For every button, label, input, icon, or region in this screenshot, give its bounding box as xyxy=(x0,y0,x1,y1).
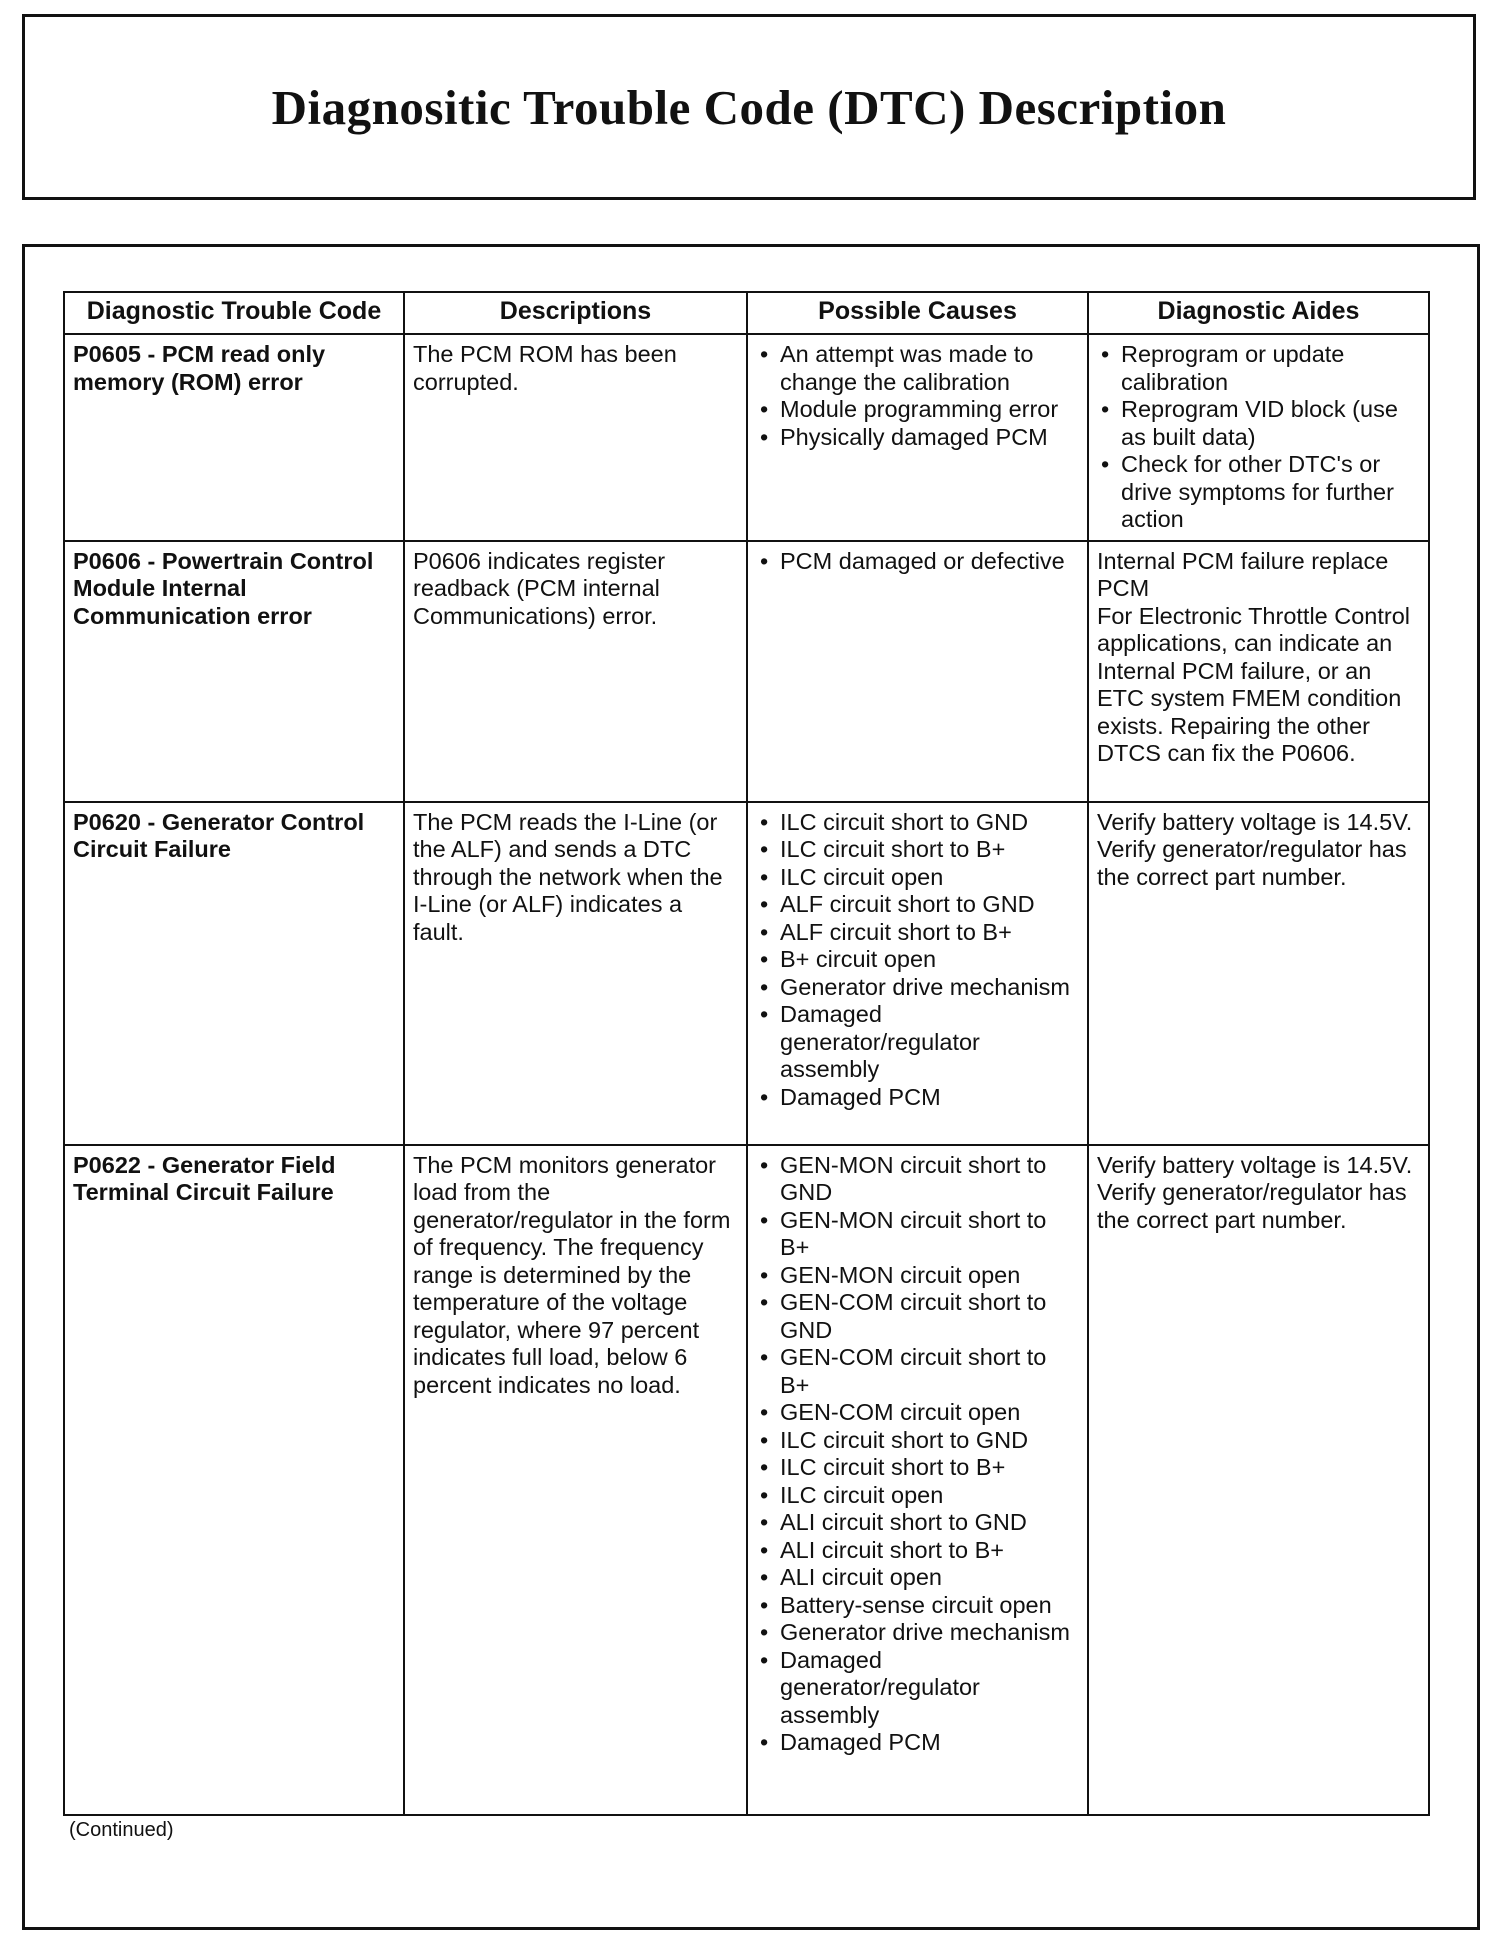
cause-item: • ILC circuit open xyxy=(756,864,1079,892)
cause-item: • Battery-sense circuit open xyxy=(756,1592,1079,1620)
aide-line: Internal PCM failure replace PCM xyxy=(1097,547,1389,601)
aide-line: Verify battery voltage is 14.5V. xyxy=(1097,1151,1413,1178)
table-row xyxy=(64,334,1429,541)
cause-item: • GEN-COM circuit open xyxy=(756,1399,1079,1427)
aide-item: • Reprogram VID block (use as built data) xyxy=(1097,396,1420,451)
causes-list xyxy=(756,341,1079,451)
aide-line: For Electronic Throttle Control applications, can indicate an Internal PCM failure, or an ETC system FMEM condition exists. Repairing the other DTCS can fix the P0606. xyxy=(1097,602,1411,766)
possible-causes-cell xyxy=(747,334,1088,541)
table-row xyxy=(64,541,1429,802)
table-row xyxy=(64,802,1429,1145)
description-cell: The PCM reads the I-Line (or the ALF) and sends a DTC through the network when the I-Line (or ALF) indicates a fault. xyxy=(404,802,747,1145)
cause-item: • GEN-MON circuit short to GND xyxy=(756,1152,1079,1207)
possible-causes-cell xyxy=(747,1145,1088,1815)
aide-line: Verify generator/regulator has the correct part number. xyxy=(1097,836,1407,890)
dtc-code-cell: P0622 - Generator Field Terminal Circuit Failure xyxy=(64,1145,404,1815)
cause-item: • B+ circuit open xyxy=(756,946,1079,974)
dtc-table xyxy=(63,291,1430,1816)
cause-item: • ALF circuit short to B+ xyxy=(756,919,1079,947)
content-frame xyxy=(22,244,1480,1930)
cause-item: • Generator drive mechanism xyxy=(756,974,1079,1002)
description-cell: The PCM ROM has been corrupted. xyxy=(404,334,747,541)
cause-item: • ILC circuit short to B+ xyxy=(756,1454,1079,1482)
cause-item: • GEN-MON circuit open xyxy=(756,1262,1079,1290)
cause-item: • Damaged generator/regulator assembly xyxy=(756,1647,1079,1730)
possible-causes-cell xyxy=(747,541,1088,802)
diagnostic-aides-cell xyxy=(1088,334,1429,541)
causes-list xyxy=(756,548,1079,576)
diagnostic-aides-cell xyxy=(1088,1145,1429,1815)
diagnostic-aides-cell xyxy=(1088,802,1429,1145)
cause-item: • Damaged generator/regulator assembly xyxy=(756,1001,1079,1084)
table-body xyxy=(64,334,1429,1815)
cause-item: • ALI circuit short to B+ xyxy=(756,1537,1079,1565)
cause-item: • An attempt was made to change the calibration xyxy=(756,341,1079,396)
header-code: Diagnostic Trouble Code xyxy=(64,292,404,334)
page-title: Diagnositic Trouble Code (DTC) Description xyxy=(271,79,1227,135)
description-cell: P0606 indicates register readback (PCM internal Communications) error. xyxy=(404,541,747,802)
cause-item: • Physically damaged PCM xyxy=(756,424,1079,452)
aide-line: Verify battery voltage is 14.5V. xyxy=(1097,808,1413,835)
dtc-code-cell: P0606 - Powertrain Control Module Internal Communication error xyxy=(64,541,404,802)
diagnostic-aides-cell xyxy=(1088,541,1429,802)
aide-item: • Reprogram or update calibration xyxy=(1097,341,1420,396)
title-box xyxy=(22,14,1476,200)
header-diagnostic-aides: Diagnostic Aides xyxy=(1088,292,1429,334)
cause-item: • ALI circuit open xyxy=(756,1564,1079,1592)
continued-note: (Continued) xyxy=(69,1819,174,1841)
causes-list xyxy=(756,1152,1079,1757)
dtc-code-cell: P0605 - PCM read only memory (ROM) error xyxy=(64,334,404,541)
cause-item: • ALI circuit short to GND xyxy=(756,1509,1079,1537)
cause-item: • ILC circuit open xyxy=(756,1482,1079,1510)
aide-line: Verify generator/regulator has the correct part number. xyxy=(1097,1179,1407,1233)
cause-item: • Module programming error xyxy=(756,396,1079,424)
cause-item: • GEN-COM circuit short to GND xyxy=(756,1289,1079,1344)
causes-list xyxy=(756,809,1079,1112)
table-row xyxy=(64,1145,1429,1815)
description-cell: The PCM monitors generator load from the generator/regulator in the form of frequency. The frequency range is determined by the temperature of the voltage regulator, where 97 percent indicates full load, below 6 percent indicates no load. xyxy=(404,1145,747,1815)
header-descriptions: Descriptions xyxy=(404,292,747,334)
header-possible-causes: Possible Causes xyxy=(747,292,1088,334)
possible-causes-cell xyxy=(747,802,1088,1145)
cause-item: • ILC circuit short to GND xyxy=(756,1427,1079,1455)
cause-item: • Damaged PCM xyxy=(756,1084,1079,1112)
dtc-code-cell: P0620 - Generator Control Circuit Failure xyxy=(64,802,404,1145)
cause-item: • GEN-MON circuit short to B+ xyxy=(756,1207,1079,1262)
cause-item: • PCM damaged or defective xyxy=(756,548,1079,576)
cause-item: • ALF circuit short to GND xyxy=(756,891,1079,919)
cause-item: • ILC circuit short to B+ xyxy=(756,836,1079,864)
table-header-row xyxy=(64,292,1429,334)
aide-item: • Check for other DTC's or drive symptoms for further action xyxy=(1097,451,1420,534)
cause-item: • Damaged PCM xyxy=(756,1729,1079,1757)
cause-item: • Generator drive mechanism xyxy=(756,1619,1079,1647)
cause-item: • ILC circuit short to GND xyxy=(756,809,1079,837)
aides-list xyxy=(1097,341,1420,534)
cause-item: • GEN-COM circuit short to B+ xyxy=(756,1344,1079,1399)
